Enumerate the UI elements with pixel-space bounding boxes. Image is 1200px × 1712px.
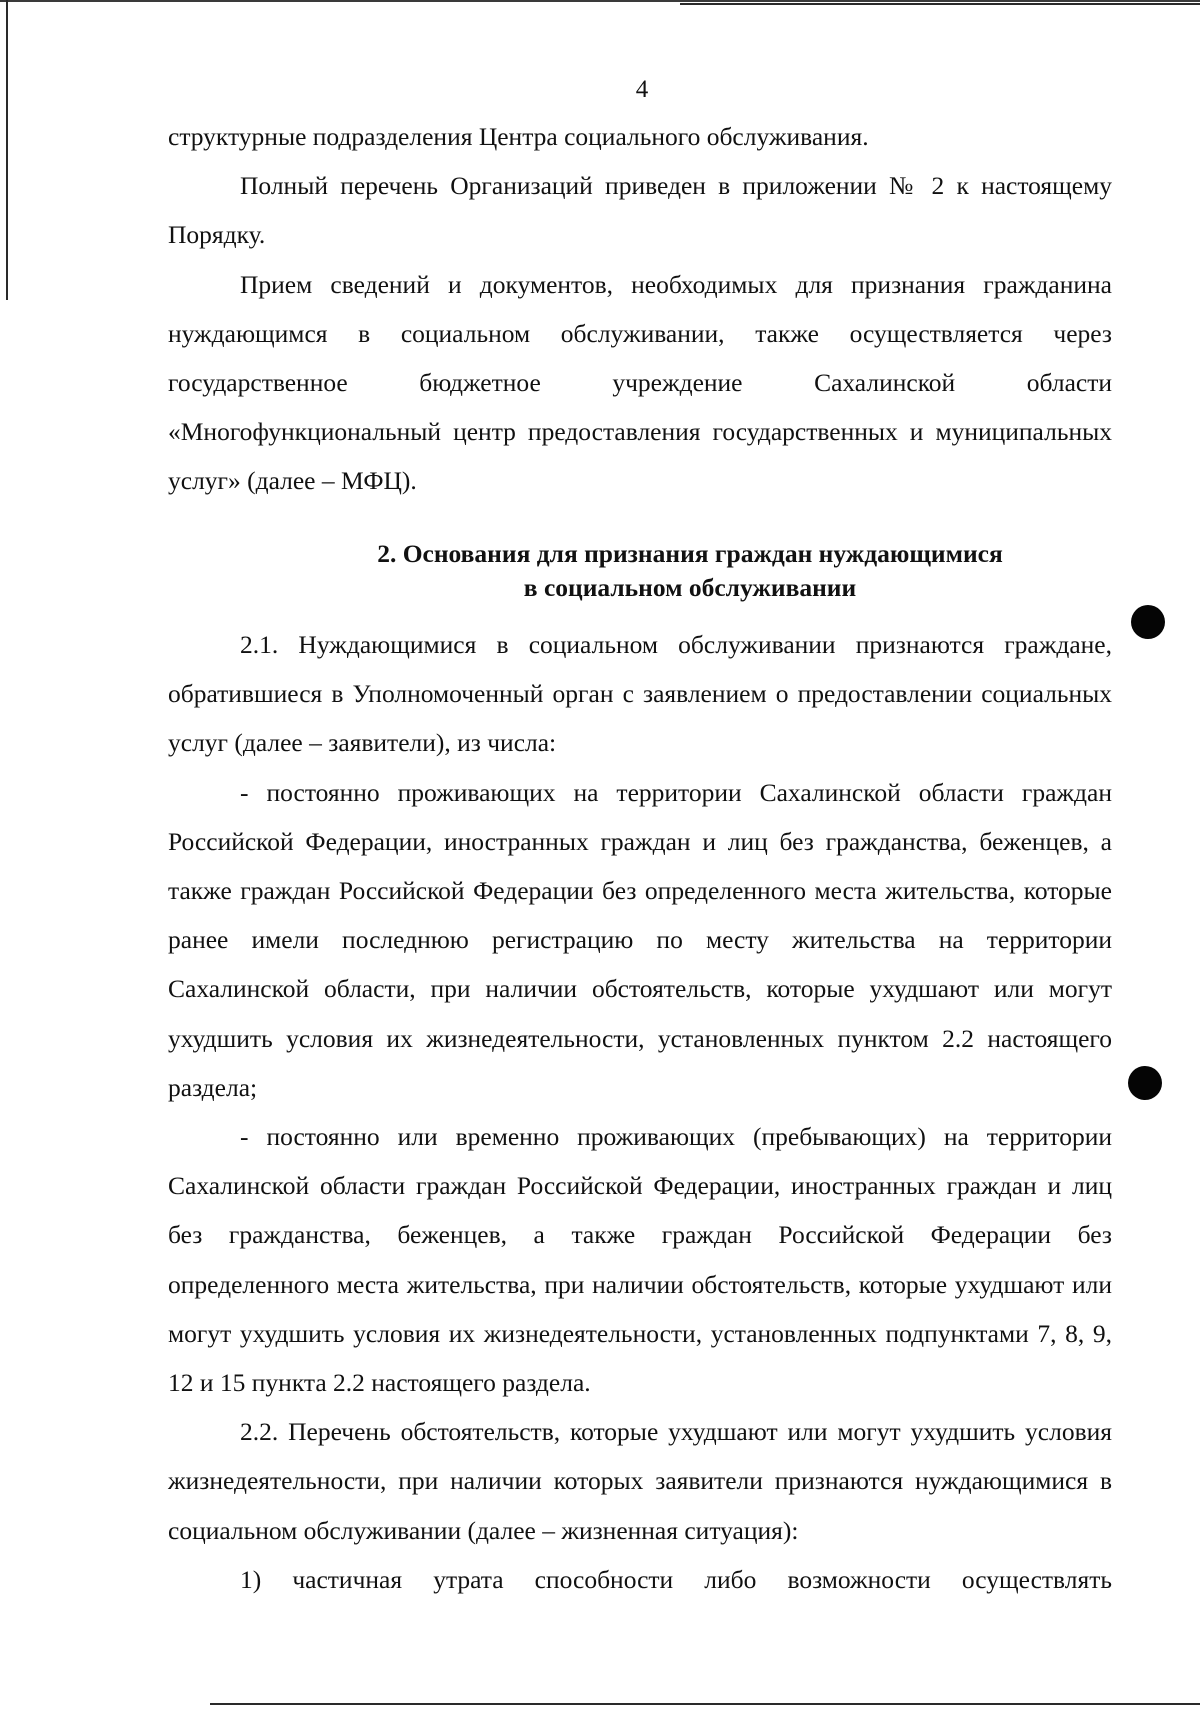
intro-text-block — [168, 112, 1112, 506]
paragraph-continuation: структурные подразделения Центра социального обслуживания. — [168, 122, 869, 151]
section-heading-line-1: 2. Основания для признания граждан нуждающимися — [377, 539, 1003, 568]
scan-edge-top-right — [680, 3, 1200, 5]
paragraph-organizations-list: Полный перечень Организаций приведен в приложении № 2 к настоящему Порядку. — [168, 171, 1112, 250]
punch-hole-upper — [1131, 605, 1165, 639]
paragraph-2-1: 2.1. Нуждающимися в социальном обслуживании признаются граждане, обратившиеся в Уполномоченный орган с заявлением о предоставлении социальных услуг (далее – заявители), из числа: — [168, 630, 1112, 758]
paragraph-permanent-residents: - постоянно проживающих на территории Сахалинской области граждан Российской Федерации, иностранных граждан и лиц без гражданства, беженцев, а также граждан Российской Федерации без определенного места жительства, которые ранее имели последнюю регистрацию по месту жительства на территории Сахалинской области, при наличии обстоятельств, которые ухудшают или могут ухудшить условия их жизнедеятельности, установленных пунктом 2.2 настоящего раздела; — [168, 777, 1112, 1102]
section-heading — [218, 537, 1162, 605]
section-heading-line-2: в социальном обслуживании — [523, 573, 857, 602]
paragraph-mfc: Прием сведений и документов, необходимых для признания гражданина нуждающимся в социальном обслуживании, также осуществляется через государственное бюджетное учреждение Сахалинской области «Многофункциональный центр предоставления государственных и муниципальных услуг» (далее – МФЦ). — [168, 269, 1112, 496]
paragraph-temporary-residents: - постоянно или временно проживающих (пребывающих) на территории Сахалинской области граждан Российской Федерации, иностранных граждан и лиц без гражданства, беженцев, а также граждан Российской Федерации без определенного места жительства, при наличии обстоятельств, которые ухудшают или могут ухудшить условия их жизнедеятельности, установленных подпунктами 7, 8, 9, 12 и 15 пункта 2.2 настоящего раздела. — [168, 1122, 1112, 1398]
punch-hole-lower — [1128, 1066, 1162, 1100]
paragraph-2-2: 2.2. Перечень обстоятельств, которые ухудшают или могут ухудшить условия жизнедеятельности, при наличии которых заявители признаются нуждающимися в социальном обслуживании (далее – жизненная ситуация): — [168, 1417, 1112, 1545]
paragraph-item-1: 1) частичная утрата способности либо возможности осуществлять — [240, 1564, 1112, 1594]
scan-edge-bottom — [210, 1703, 1200, 1705]
page-number: 4 — [635, 76, 649, 103]
scan-edge-left — [6, 0, 8, 300]
scan-edge-top — [0, 0, 1200, 2]
section-text-block — [168, 620, 1112, 1604]
